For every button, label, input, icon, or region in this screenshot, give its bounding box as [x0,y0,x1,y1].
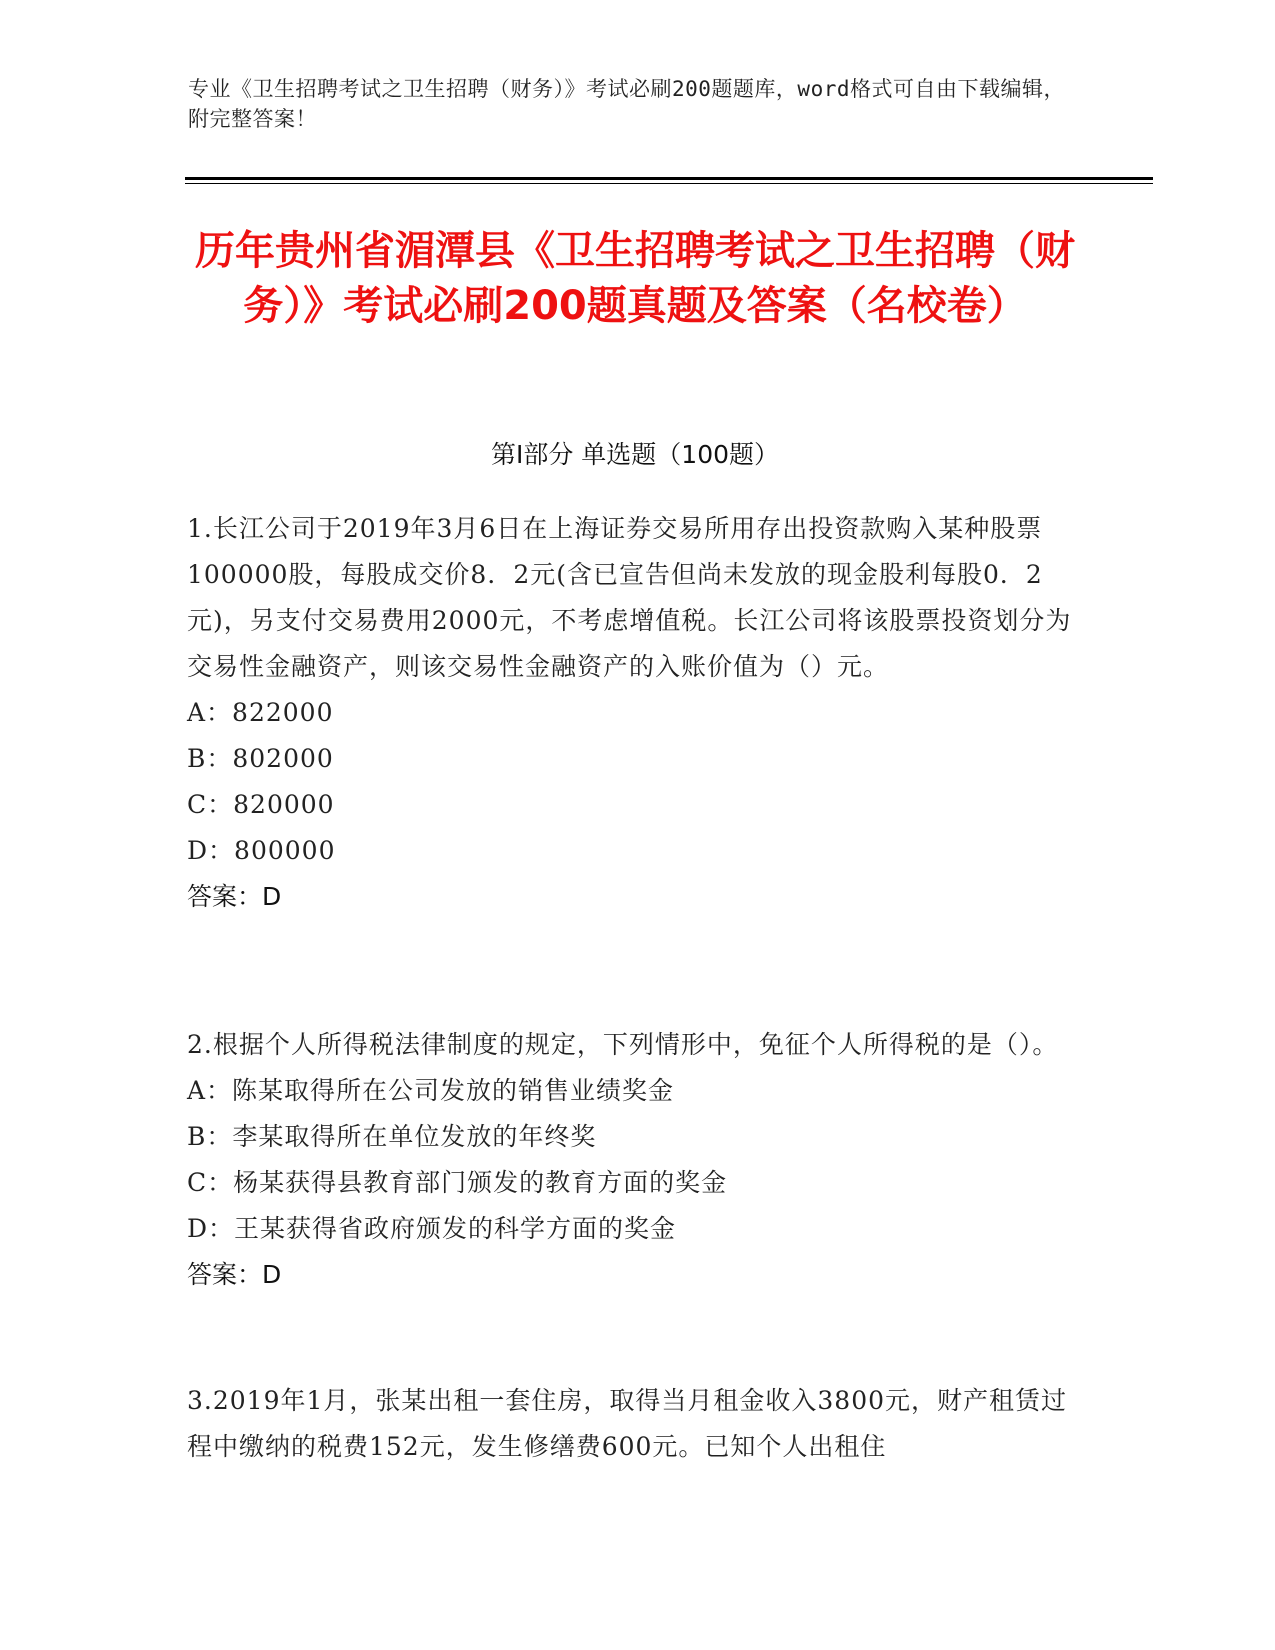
section-heading: 第Ⅰ部分 单选题（100题） [490,440,780,469]
question-2 [187,1022,1087,1298]
header-divider-thick [185,177,1153,180]
option-d: D：800000 [187,836,336,865]
question-stem: 3.2019年1月，张某出租一套住房，取得当月租金收入3800元，财产租赁过程中缴纳的税费152元，发生修缮费600元。已知个人出租住 [187,1386,1068,1461]
question-3 [187,1378,1087,1470]
option-c: C：820000 [187,790,335,819]
option-b: B：802000 [187,744,334,773]
option-b: B：李某取得所在单位发放的年终奖 [187,1122,597,1151]
answer-label: 答案：D [187,1260,282,1289]
option-d: D：王某获得省政府颁发的科学方面的奖金 [187,1214,677,1243]
header-note: 专业《卫生招聘考试之卫生招聘（财务）》考试必刷200题题库，word格式可自由下载编辑，附完整答案！ [188,77,1065,131]
option-a: A：822000 [187,698,334,727]
question-stem: 1.长江公司于2019年3月6日在上海证券交易所用存出投资款购入某种股票100000股，每股成交价8．2元(含已宣告但尚未发放的现金股利每股0．2元)，另支付交易费用2000元，不考虑增值税。长江公司将该股票投资划分为交易性金融资产，则该交易性金融资产的入账价值为（）元。 [187,514,1072,681]
option-c: C：杨某获得县教育部门颁发的教育方面的奖金 [187,1168,728,1197]
option-a: A：陈某取得所在公司发放的销售业绩奖金 [187,1076,675,1105]
header-divider-thin [185,183,1153,184]
question-1 [187,506,1087,920]
answer-label: 答案：D [187,882,282,911]
question-stem: 2.根据个人所得税法律制度的规定，下列情形中，免征个人所得税的是（）。 [187,1030,1059,1059]
document-title: 历年贵州省湄潭县《卫生招聘考试之卫生招聘（财务）》考试必刷200题真题及答案（名校卷） [195,228,1075,329]
